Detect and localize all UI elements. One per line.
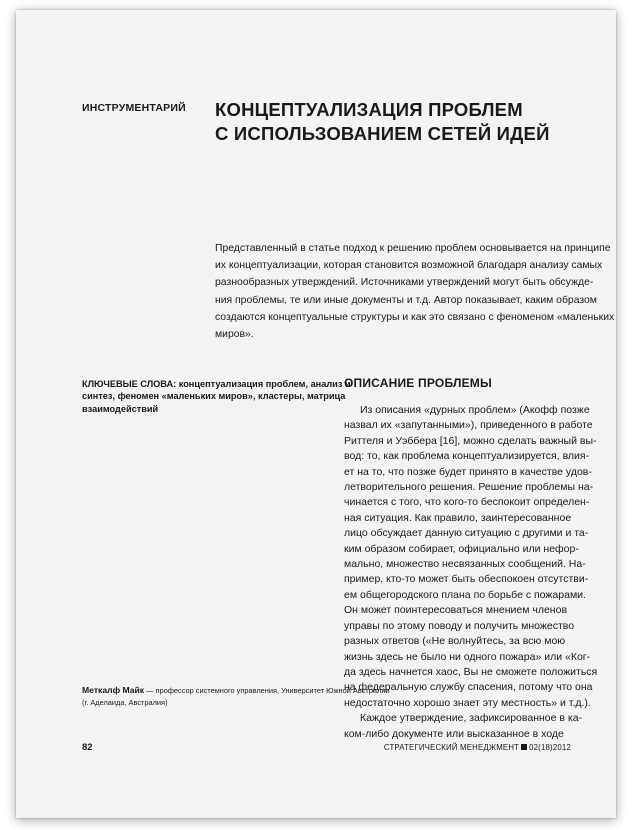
author-line <box>82 685 390 697</box>
journal-footer <box>384 743 571 752</box>
lead-line: Представленный в статье подход к решению проблем основывается на принципе <box>215 243 611 254</box>
title-line: КОНЦЕПТУАЛИЗАЦИЯ ПРОБЛЕМ <box>215 99 523 120</box>
section-label: ИНСТРУМЕНТАРИЙ <box>82 102 186 114</box>
author-name: Меткалф Майк <box>82 685 145 695</box>
author-location: (г. Аделаида, Австралия) <box>82 697 168 707</box>
body-line: ет на то, что позже будет принято в качестве удов- <box>344 465 592 478</box>
body-line: Каждое утверждение, зафиксированное в ка- <box>360 712 583 725</box>
page-number: 82 <box>82 742 93 753</box>
body-line: управы по этому поводу и получить множество <box>344 619 575 632</box>
body-line: Он может поинтересоваться мнением членов <box>344 604 568 617</box>
body-line: лицо обсуждает данную ситуацию с другими и та- <box>344 527 589 540</box>
body-line: ком-либо документе или высказанное в ходе <box>344 727 564 740</box>
body-line: на федеральную службу спасения, потому что она <box>344 681 593 694</box>
journal-issue: 02(18)2012 <box>529 743 571 752</box>
author-note <box>82 685 390 708</box>
body-line: Из описания «дурных проблем» (Акофф позже <box>360 404 590 416</box>
square-separator-icon <box>521 744 527 750</box>
body-line: Риттеля и Уэббера [16], можно сделать важный вы- <box>344 434 597 447</box>
body-line: разных ответов («Не волнуйтесь, за всю мою <box>344 635 566 648</box>
keywords-block <box>82 378 351 415</box>
keywords-line: взаимодействий <box>82 403 159 414</box>
body-line: ем общегородского плана по борьбе с пожарами. <box>344 588 586 601</box>
article-title <box>215 98 550 146</box>
body-line: недостаточно хорошо знает эту местность» и т.д.). <box>344 696 591 709</box>
body-line: вод: то, как проблема концептуализируется, влия- <box>344 450 590 463</box>
lead-line: их концептуализации, которая становится возможной благодаря анализу самых <box>215 260 603 272</box>
magazine-page <box>16 10 616 818</box>
body-line: летворительного решения. Решение проблемы на- <box>344 481 594 494</box>
lead-line: ния проблемы, те или иные документы и т.д. Автор показывает, каким образом <box>215 294 597 306</box>
author-affiliation: — профессор системного управления, Университет Южной Австралии <box>144 686 390 695</box>
body-line: мально, множество несвязанных сообщений. На- <box>344 558 586 571</box>
body-line: ная ситуация. Как правило, заинтересованное <box>344 511 572 524</box>
body-line: назвал их «запутанными»), приведенного в работе <box>344 419 593 432</box>
lead-line: создаются концептуальные структуры и как это связано с феноменом «маленьких <box>215 311 615 323</box>
journal-name: СТРАТЕГИЧЕСКИЙ МЕНЕДЖМЕНТ <box>383 743 520 752</box>
lead-line: разнообразных утверждений. Источниками утверждений могут быть обсужде- <box>215 277 594 289</box>
lead-paragraph <box>215 240 615 343</box>
keywords-line: КЛЮЧЕВЫЕ СЛОВА: концептуализация проблем, анализ и <box>82 379 351 389</box>
lead-line: миров». <box>215 329 254 341</box>
body-line: ким образом собирает, официально или нефор- <box>344 542 579 555</box>
body-line: жизнь здесь не было ни одного пожара» или «Ког- <box>344 650 591 663</box>
body-line: пример, кто-то может быть обеспокоен отсутстви- <box>344 573 589 586</box>
keywords-line: синтез, феномен «маленьких миров», кластеры, матрица <box>82 391 346 402</box>
title-line: С ИСПОЛЬЗОВАНИЕМ СЕТЕЙ ИДЕЙ <box>215 123 550 144</box>
body-line: чинается с того, что кого-то беспокоит определен- <box>344 496 590 509</box>
body-line: да здесь начнется хаос, Вы не сможете положиться <box>344 665 598 678</box>
section-heading: ОПИСАНИЕ ПРОБЛЕМЫ <box>344 376 492 390</box>
